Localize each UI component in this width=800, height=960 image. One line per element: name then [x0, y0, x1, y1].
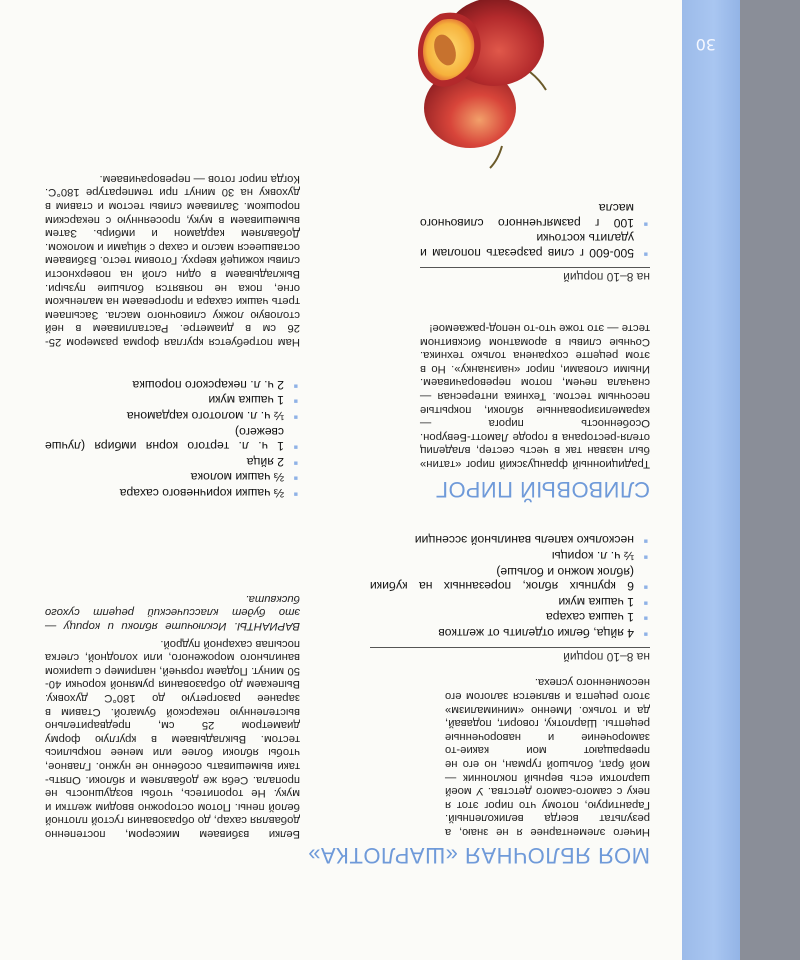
- edge-blue-stripe: [682, 0, 740, 960]
- plum-stem: [490, 146, 502, 168]
- list-item: ■ ⅔ чашки молока: [45, 470, 300, 485]
- plum-fruit-image: [390, 0, 590, 190]
- list-item: ■ несколько капель ванильной эссенции: [370, 533, 650, 548]
- plum-stem: [530, 72, 546, 90]
- plum-method: Нам потребуется круглая форма размером 25-26 см в диаметре. Растапливаем в ней столовую ложку сливочного масла. Засыпаем треть чашки сахара и прогреваем на маленьком огне, пока не появятся большие пузыри. Выкладываем в один слой на поверхности сливы кожицей кверху. Готовим тесто. Взбиваем оставшееся масло и сахар с яйцами и молоком. Добавляем кардамон и имбирь. Затем вымешиваем в муку, просеянную с пекарским порошком. Заливаем сливы тестом и ставим в духовку на 30 минут при температуре 180°C. Когда пирог готов — переворачиваем.: [45, 172, 300, 348]
- plum-ingredients-left-block: [420, 200, 650, 284]
- edge-gray-stripe: [740, 0, 800, 960]
- plum-intro-column: [420, 320, 650, 470]
- list-item: ■ 500-600 г слив разрезать пополам и удалить косточки: [420, 231, 650, 260]
- charlotte-ingredients-list: [370, 533, 650, 640]
- list-item: ■ 6 крупных яблок, порезанных на кубики (яблок можно и больше): [370, 564, 650, 593]
- plum-title: СЛИВОВЫЙ ПИРОГ: [435, 477, 650, 502]
- list-item: ■ 2 ч. л. пекарского порошка: [45, 377, 300, 392]
- list-item: ■ ½ ч. л. корицы: [370, 548, 650, 563]
- list-item: ■ 1 чашка муки: [370, 594, 650, 609]
- list-item: ■ ½ ч. л. молотого кардамона: [45, 408, 300, 423]
- list-item: ■ 4 яйца, белки отделить от желтков: [370, 625, 650, 640]
- page-number: 30: [695, 35, 716, 54]
- plum-method-column: [45, 171, 300, 348]
- plum-ingredients-left-list: [420, 201, 650, 260]
- charlotte-variant: ВАРИАНТЫ. Исключите яблоки и корицу — это будет классический рецепт сухого бисквита.: [45, 592, 300, 633]
- charlotte-serves: на 8–10 порций: [370, 647, 650, 664]
- plum-intro: Традиционный французский пирог «татин» был назван так в честь сестер, владелиц отеля-ресторана в городе Ламотт-Бевурон. Особенность пирога — карамелизированные яблоки, покрытые песочным тестом. Техника интересная — сначала печем, потом переворачиваем. Иными словами, пирог «наизнанку». Но в этом рецепте сохранена только техника. Сочные сливы в ароматном бисквитном тесте — это тоже что-то непод-ражаемое!: [420, 322, 650, 470]
- list-item: ■ 1 чашка муки: [45, 393, 300, 408]
- plum-ingredients-right-block: [45, 376, 300, 500]
- list-item: ■ ⅔ чашки коричневого сахара: [45, 485, 300, 500]
- list-item: ■ 1 чашка сахара: [370, 610, 650, 625]
- list-item: ■ 2 яйца: [45, 454, 300, 469]
- charlotte-intro: Ничего элементарнее я не знаю, а результат всегда великолепный. Гарантирую, потому что пирог этот я пеку с самого-самого детства. У моей шарлотки есть верный поклонник — мой брат, большой гурман, но его не превращают мои какие-то заморочение и навороченные рецепты. Шарлотку, говорит, подавай, да и только. Именно «минимализм» этого рецепта и является залогом его несомненного успеха.: [445, 676, 650, 838]
- plum-ingredients-right-list: [45, 377, 300, 500]
- charlotte-ingredients-block: [370, 532, 650, 664]
- list-item: ■ 1 ч. л. тертого корня имбиря (лучше свежего): [45, 424, 300, 453]
- charlotte-title: МОЯ ЯБЛОЧНАЯ «ШАРЛОТКА»: [307, 843, 650, 868]
- plum-serves: на 8–10 порций: [420, 267, 650, 284]
- charlotte-method-column: [45, 591, 300, 840]
- charlotte-intro-column: [445, 675, 650, 838]
- charlotte-method: Белки взбиваем миксером, постепенно добавляя сахар, до образования густой плотной белой пены. Потом осторожно вводим желтки и муку. Не торопитесь, чтобы воздушность не пропала. Себя же добавляем и яблоки. Опять-таки вымешивать особенно не нужно. Главное, чтобы яблоки более или менее покрылись тестом. Выкладываем в круглую форму диаметром 25 см, предварительно выстеленную пекарской бумагой. Ставим в заранее разогретую до 180°C духовку. Выпекаем до образования румяной корочки 40-50 минут. Подаем горячей, например с шариком ванильного мороженого, или холодной, слегка посыпав сахарной пудрой.: [45, 637, 300, 840]
- list-item: ■ 100 г размягченного сливочного масла: [420, 201, 650, 230]
